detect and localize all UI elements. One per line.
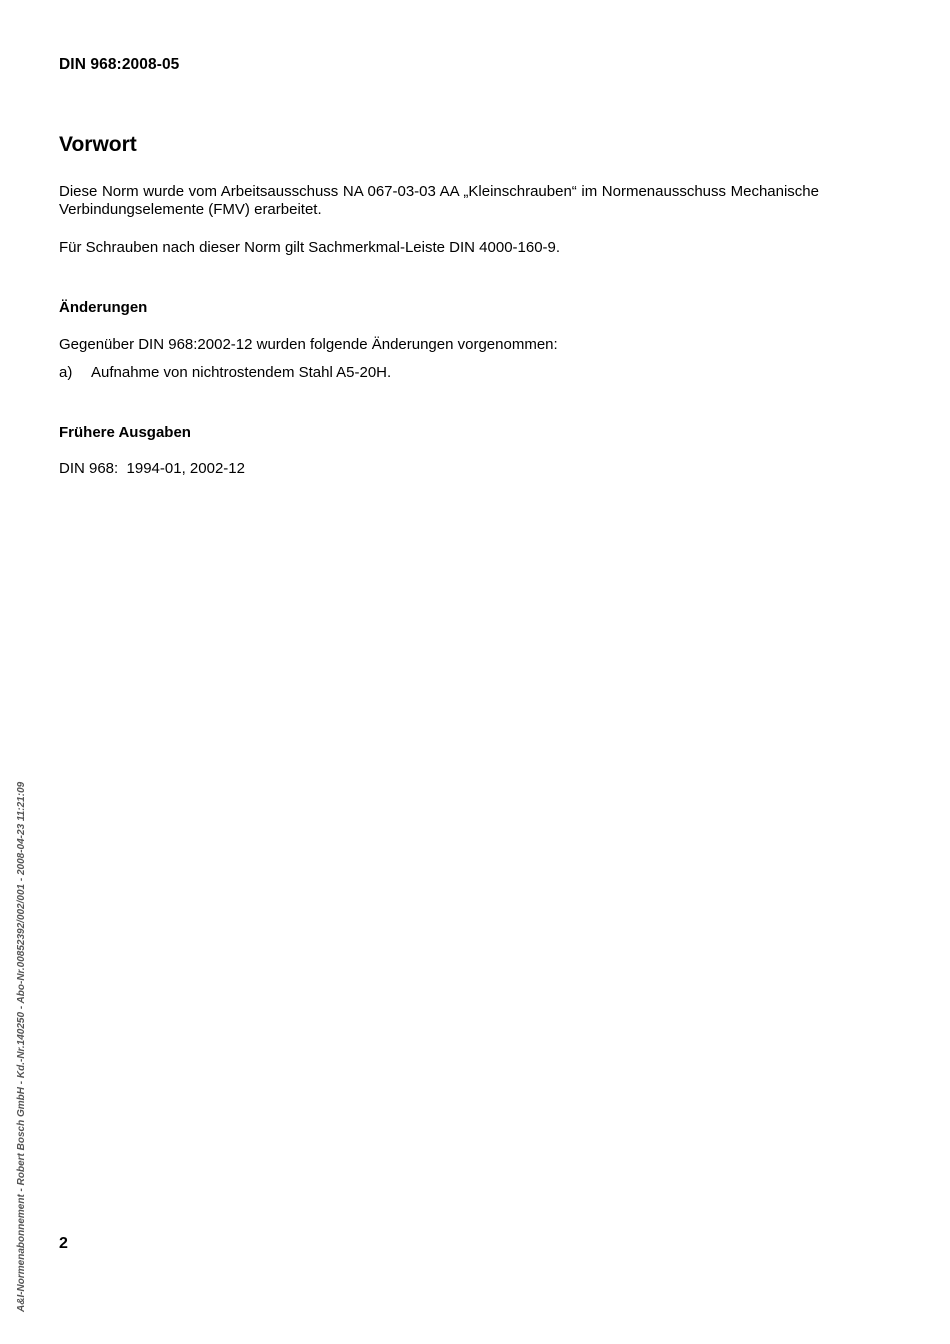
changes-list-item bbox=[59, 364, 391, 382]
side-watermark: A&I-Normenabonnement - Robert Bosch GmbH - Kd.-Nr.140250 - Abo-Nr.00852392/002/001 - 2008-04-23 11:21:09 bbox=[16, 781, 27, 1312]
list-item-marker: a) bbox=[59, 364, 73, 381]
document-id-header: DIN 968:2008-05 bbox=[59, 56, 180, 73]
foreword-paragraph-2: Für Schrauben nach dieser Norm gilt Sachmerkmal-Leiste DIN 4000-160-9. bbox=[59, 239, 561, 256]
foreword-paragraph-1: Diese Norm wurde vom Arbeitsausschuss NA 067-03-03 AA „Kleinschrauben“ im Normenausschuss Mechanische Verbindungselemente (FMV) erarbeitet. bbox=[59, 183, 819, 218]
foreword-heading: Vorwort bbox=[59, 133, 137, 156]
changes-intro: Gegenüber DIN 968:2002-12 wurden folgende Änderungen vorgenommen: bbox=[59, 336, 558, 353]
previous-editions-heading: Frühere Ausgaben bbox=[59, 424, 191, 441]
previous-editions-text: DIN 968: 1994-01, 2002-12 bbox=[59, 460, 245, 477]
page-number: 2 bbox=[59, 1235, 68, 1252]
list-item-text: Aufnahme von nichtrostendem Stahl A5-20H. bbox=[91, 364, 392, 381]
changes-heading: Änderungen bbox=[59, 299, 148, 316]
